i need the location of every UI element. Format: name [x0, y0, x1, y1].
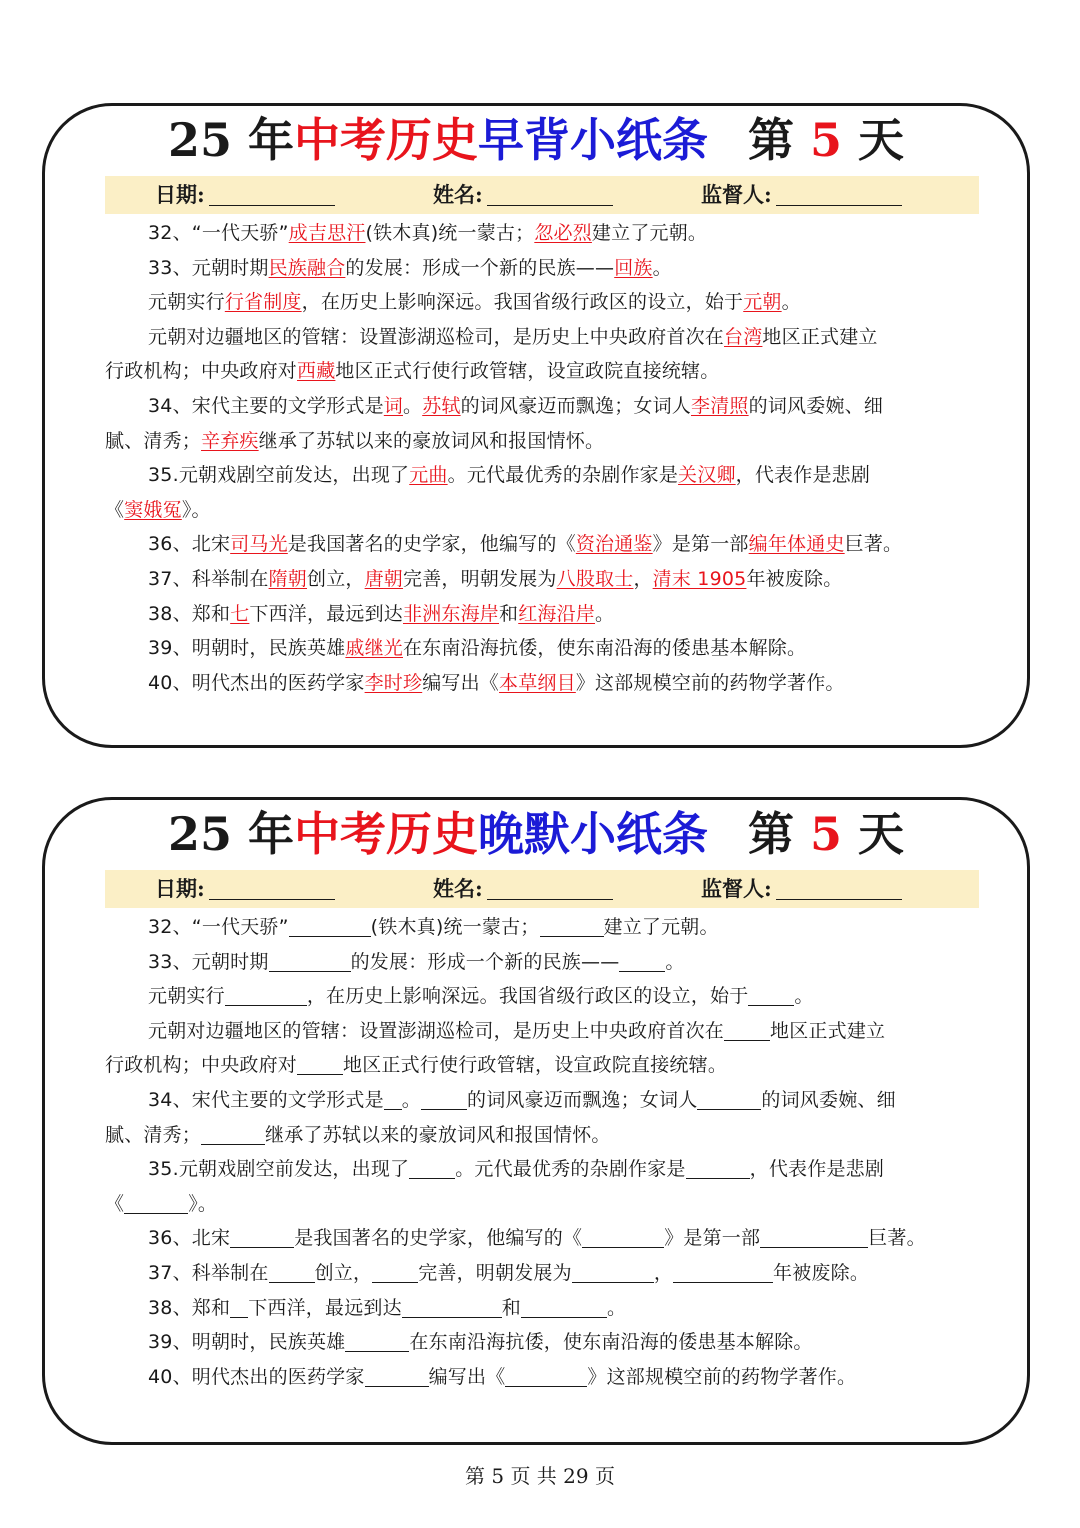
text: 腻、清秀；: [105, 429, 202, 452]
item-36: [105, 1221, 985, 1256]
text: 37、: [148, 1261, 192, 1284]
title-day-prefix: 第: [747, 807, 794, 861]
text: 元朝戏剧空前发达，出现了: [178, 1158, 410, 1181]
evening-card: [42, 797, 1030, 1445]
item-40: [105, 666, 985, 701]
text: 40、: [148, 671, 192, 694]
keyword: 台湾: [724, 325, 763, 348]
blank[interactable]: [230, 1295, 248, 1318]
item-32: [105, 216, 985, 251]
text: 明代杰出的医药学家: [191, 1365, 365, 1388]
text: 。: [401, 1088, 421, 1111]
text: 和: [499, 602, 519, 625]
keyword: 西藏: [297, 360, 336, 383]
evening-content: [105, 910, 985, 1394]
text: 33、: [148, 950, 192, 973]
text: ，在历史上影响深远。我国省级行政区的设立，始于: [306, 985, 749, 1008]
text: 北宋: [191, 533, 231, 556]
keyword: 资治通鉴: [575, 533, 653, 556]
text: ，代表作是悲剧: [749, 1158, 885, 1181]
item-35: [105, 458, 985, 493]
keyword: 忽必烈: [534, 222, 592, 244]
morning-title: [45, 110, 1027, 170]
item-37: [105, 562, 985, 597]
item-38: [105, 1291, 985, 1326]
name-field[interactable]: [433, 870, 613, 908]
blank[interactable]: [201, 1122, 265, 1145]
item-33-b: [105, 979, 985, 1014]
text: 的词风委婉、细: [761, 1088, 896, 1111]
text: 的发展：形成一个新的民族——: [345, 256, 615, 279]
blank[interactable]: [686, 1156, 750, 1179]
text: 创立，: [314, 1261, 373, 1284]
text: 行政机构；中央政府对: [105, 360, 298, 383]
text: 36、: [148, 1227, 192, 1250]
blank[interactable]: [289, 914, 371, 937]
text: 完善，明朝发展为: [418, 1261, 572, 1284]
text: 明朝时，民族英雄: [191, 1331, 346, 1354]
text: 》。: [188, 1192, 218, 1215]
text: 》是第一部: [664, 1227, 761, 1250]
title-subject: 中考历史: [293, 807, 478, 861]
text: 下西洋，最远到达: [248, 1296, 402, 1319]
text: 《: [105, 1192, 125, 1215]
keyword: 成吉思汗: [288, 222, 366, 244]
keyword: 七: [230, 602, 250, 625]
text: 编写出《: [422, 671, 500, 694]
keyword: 苏轼: [422, 394, 461, 417]
text: ，在历史上影响深远。我国省级行政区的设立，始于: [301, 291, 744, 314]
text: 》这部规模空前的药物学著作。: [575, 671, 845, 694]
text: 的发展：形成一个新的民族——: [350, 950, 620, 973]
supervisor-label: 监督人:: [701, 876, 772, 901]
keyword: 词: [383, 394, 403, 417]
text: 郑和: [191, 1296, 231, 1319]
blank[interactable]: [409, 1156, 455, 1179]
date-label: 日期:: [155, 876, 205, 901]
keyword: 元曲: [409, 464, 448, 487]
blank[interactable]: [697, 1087, 761, 1110]
blank[interactable]: [673, 1260, 773, 1283]
text: 继承了苏轼以来的豪放词风和报国情怀。: [265, 1123, 611, 1146]
item-35: [105, 1152, 985, 1187]
supervisor-field[interactable]: [701, 176, 902, 214]
text: 40、: [148, 1365, 192, 1388]
page-number: 第 5 页 共 29 页: [465, 1464, 615, 1488]
supervisor-field[interactable]: [701, 870, 902, 908]
blank[interactable]: [365, 1364, 429, 1387]
date-label: 日期:: [155, 182, 205, 207]
item-35-b: [105, 1187, 985, 1222]
text: 元朝时期: [191, 256, 269, 279]
keyword: 司马光: [230, 533, 288, 556]
text: “一代天骄”: [191, 222, 289, 244]
blank[interactable]: [345, 1329, 409, 1352]
title-subject: 中考历史: [293, 113, 478, 167]
text: 的词风豪迈而飘逸；女词人: [467, 1088, 698, 1111]
text: 年被废除。: [746, 567, 843, 590]
blank[interactable]: [297, 1052, 343, 1075]
item-33-d: [105, 1048, 985, 1083]
blank[interactable]: [269, 1260, 315, 1283]
text: (铁木真)统一蒙古；: [365, 222, 535, 244]
blank[interactable]: [760, 1225, 868, 1248]
title-day-num: 5: [810, 807, 843, 861]
text: 32、: [148, 916, 192, 938]
text: 腻、清秀；: [105, 1123, 202, 1146]
text: 在东南沿海抗倭，使东南沿海的倭患基本解除。: [409, 1331, 813, 1354]
text: 39、: [148, 637, 192, 660]
keyword: 红海沿岸: [518, 602, 596, 625]
text: 建立了元朝。: [591, 222, 708, 244]
blank[interactable]: [372, 1260, 418, 1283]
date-field[interactable]: [155, 176, 335, 214]
text: 是我国著名的史学家，他编写的《: [287, 533, 576, 556]
keyword: 关汉卿: [678, 464, 736, 487]
text: 巨著。: [868, 1227, 926, 1250]
text: 年被废除。: [773, 1261, 870, 1284]
text: 科举制在: [191, 567, 269, 590]
item-33-c: [105, 320, 985, 355]
text: 34、: [148, 394, 192, 417]
item-40: [105, 1360, 985, 1395]
item-33: [105, 945, 985, 980]
text: 》是第一部: [652, 533, 749, 556]
blank[interactable]: [230, 1225, 294, 1248]
title-type: 晚默小纸条: [477, 807, 708, 861]
blank[interactable]: [124, 1191, 188, 1214]
evening-info-bar: [105, 870, 979, 908]
title-type: 早背小纸条: [477, 113, 708, 167]
blank[interactable]: [748, 983, 794, 1006]
blank[interactable]: [521, 1295, 607, 1318]
keyword: 非洲东海岸: [403, 602, 500, 625]
text: 和: [501, 1296, 521, 1319]
text: 。元代最优秀的杂剧作家是: [455, 1158, 686, 1181]
text: ，: [653, 1261, 674, 1284]
text: 》。: [181, 498, 211, 521]
morning-content: [105, 216, 985, 700]
morning-info-bar: [105, 176, 979, 214]
text: 明代杰出的医药学家: [191, 671, 365, 694]
blank[interactable]: [402, 1295, 502, 1318]
name-field[interactable]: [433, 176, 613, 214]
item-33-d: [105, 354, 985, 389]
text: 行政机构；中央政府对: [105, 1054, 298, 1077]
text: 《: [105, 498, 125, 521]
text: 地区正式行使行政管辖，设宣政院直接统辖。: [343, 1054, 728, 1077]
text: 明朝时，民族英雄: [191, 637, 346, 660]
text: 38、: [148, 1296, 192, 1319]
text: 巨著。: [844, 533, 903, 556]
item-34: [105, 389, 985, 424]
text: 元朝时期: [191, 950, 269, 973]
text: 的词风委婉、细: [748, 394, 884, 417]
keyword: 李时珍: [364, 671, 423, 694]
keyword: 编年体通史: [748, 533, 845, 556]
title-day-suffix: 天: [858, 807, 905, 861]
morning-card: [42, 103, 1030, 748]
text: 38、: [148, 602, 192, 625]
text: “一代天骄”: [191, 916, 289, 938]
text: 的词风豪迈而飘逸；女词人: [460, 394, 692, 417]
text: 在东南沿海抗倭，使东南沿海的倭患基本解除。: [403, 637, 807, 660]
text: 完善，明朝发展为: [403, 567, 557, 590]
text: 39、: [148, 1331, 192, 1354]
text: 地区正式行使行政管辖，设宣政院直接统辖。: [335, 360, 720, 383]
text: 创立，: [307, 567, 365, 590]
text: 郑和: [191, 602, 231, 625]
item-33-c: [105, 1014, 985, 1049]
text: 。: [595, 602, 615, 625]
text: 元朝对边疆地区的管辖：设置澎湖巡检司，是历史上中央政府首次在: [148, 1019, 725, 1042]
item-35-b: [105, 493, 985, 528]
keyword: 清末 1905: [652, 567, 747, 590]
text: 元朝实行: [148, 291, 225, 314]
keyword: 唐朝: [364, 567, 404, 590]
text: 元朝戏剧空前发达，出现了: [178, 464, 410, 487]
title-day-prefix: 第: [747, 113, 794, 167]
text: 宋代主要的文学形式是: [191, 394, 384, 417]
item-37: [105, 1256, 985, 1291]
text: 编写出《: [428, 1365, 506, 1388]
text: ，代表作是悲剧: [735, 464, 871, 487]
text: 元朝实行: [148, 985, 225, 1008]
item-36: [105, 527, 985, 562]
blank[interactable]: [582, 1225, 664, 1248]
text: 33、: [148, 256, 192, 279]
text: 地区正式建立: [762, 325, 878, 348]
keyword: 窦娥冤: [124, 498, 182, 521]
text: 35.: [148, 1158, 179, 1181]
keyword: 行省制度: [224, 291, 302, 314]
date-field[interactable]: [155, 870, 335, 908]
keyword: 隋朝: [268, 567, 307, 590]
keyword: 辛弃疾: [201, 429, 259, 452]
text: 。: [665, 950, 685, 973]
blank[interactable]: [421, 1087, 467, 1110]
text: 建立了元朝。: [603, 916, 719, 938]
text: 北宋: [191, 1227, 231, 1250]
text: 36、: [148, 533, 192, 556]
text: 元朝对边疆地区的管辖：设置澎湖巡检司，是历史上中央政府首次在: [148, 325, 725, 348]
blank[interactable]: [384, 1087, 402, 1110]
item-34-b: [105, 1118, 985, 1153]
text: 35.: [148, 464, 179, 487]
keyword: 回族: [614, 256, 653, 279]
item-34: [105, 1083, 985, 1118]
blank[interactable]: [619, 949, 665, 972]
item-32: [105, 910, 985, 945]
text: 宋代主要的文学形式是: [191, 1088, 384, 1111]
blank[interactable]: [540, 914, 604, 937]
item-39: [105, 631, 985, 666]
item-34-b: [105, 424, 985, 459]
text: 。: [794, 985, 814, 1008]
blank[interactable]: [505, 1364, 587, 1387]
text: (铁木真)统一蒙古；: [370, 916, 540, 938]
keyword: 李清照: [691, 394, 749, 417]
text: 地区正式建立: [770, 1019, 886, 1042]
keyword: 元朝: [743, 291, 782, 314]
text: 下西洋，最远到达: [249, 602, 403, 625]
blank[interactable]: [572, 1260, 654, 1283]
name-label: 姓名:: [433, 876, 483, 901]
title-year: 25 年: [167, 807, 294, 861]
text: 34、: [148, 1088, 192, 1111]
keyword: 民族融合: [268, 256, 346, 279]
blank[interactable]: [724, 1018, 770, 1041]
text: 。: [403, 394, 423, 417]
text: 。: [607, 1296, 627, 1319]
item-33-b: [105, 285, 985, 320]
item-33: [105, 251, 985, 286]
name-label: 姓名:: [433, 182, 483, 207]
text: ，: [633, 567, 653, 590]
text: 》这部规模空前的药物学著作。: [587, 1365, 857, 1388]
text: 。: [781, 291, 801, 314]
blank[interactable]: [225, 983, 307, 1006]
text: 是我国著名的史学家，他编写的《: [294, 1227, 583, 1250]
blank[interactable]: [269, 949, 351, 972]
keyword: 本草纲目: [499, 671, 576, 694]
keyword: 戚继光: [345, 637, 403, 660]
title-year: 25 年: [167, 113, 294, 167]
evening-title: [45, 804, 1027, 864]
keyword: 八股取士: [556, 567, 634, 590]
text: 32、: [148, 222, 192, 244]
text: 。: [652, 256, 672, 279]
text: 继承了苏轼以来的豪放词风和报国情怀。: [258, 429, 605, 452]
supervisor-label: 监督人:: [701, 182, 772, 207]
title-day-num: 5: [810, 113, 843, 167]
text: 。元代最优秀的杂剧作家是: [447, 464, 679, 487]
item-38: [105, 597, 985, 632]
text: 37、: [148, 567, 192, 590]
item-39: [105, 1325, 985, 1360]
text: 科举制在: [191, 1261, 269, 1284]
title-day-suffix: 天: [858, 113, 905, 167]
